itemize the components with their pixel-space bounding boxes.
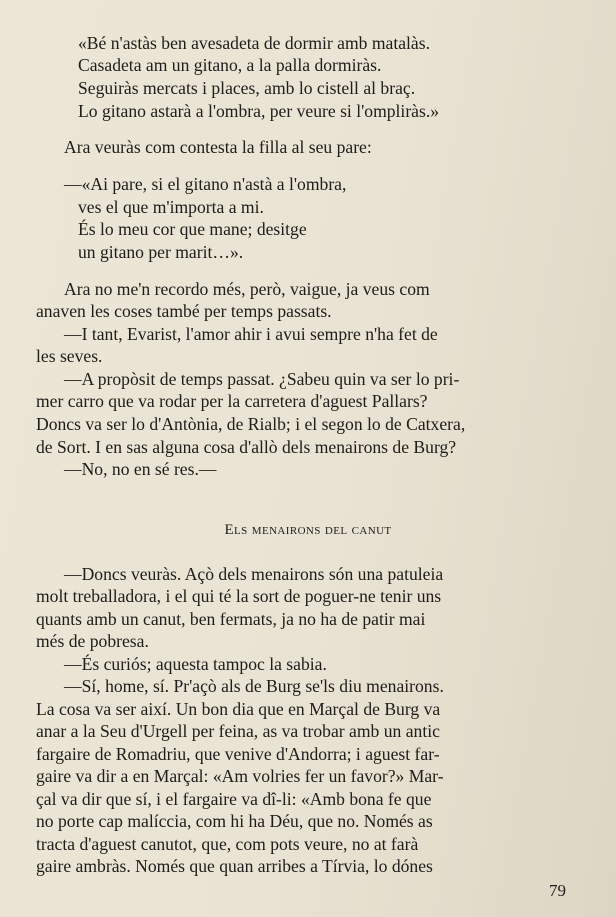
text-line: quants amb un canut, ben fermats, ja no ha de patir mai bbox=[36, 609, 426, 629]
text-line: mer carro que va rodar per la carretera d'aguest Pallars? bbox=[36, 391, 428, 411]
text-line: Doncs va ser lo d'Antònia, de Rialb; i el segon lo de Catxera, bbox=[36, 414, 466, 434]
text-line: de Sort. I en sas alguna cosa d'allò dels menairons de Burg? bbox=[36, 437, 457, 457]
text-line: anar a la Seu d'Urgell per feina, as va trobar amb un antic bbox=[36, 721, 440, 741]
text-line: gaire va dir a en Marçal: «Am volries fer un favor?» Mar- bbox=[36, 766, 444, 786]
intro-line: Ara veuràs com contesta la filla al seu pare: bbox=[64, 137, 372, 157]
text-line: La cosa va ser així. Un bon dia que en Marçal de Burg va bbox=[36, 699, 441, 719]
text-line: anaven les coses també per temps passats. bbox=[36, 301, 332, 321]
text-line: Ara no me'n recordo més, però, vaigue, ja veus com bbox=[64, 279, 430, 299]
text-line: gaire ambràs. Només que quan arribes a Tírvia, lo dónes bbox=[36, 856, 433, 876]
text-line: —Sí, home, sí. Pr'açò als de Burg se'ls diu menairons. bbox=[64, 676, 444, 696]
text-line: tracta d'aguest canutot, que, com pots veure, no at farà bbox=[36, 834, 419, 854]
verse-line: «Bé n'astàs ben avesadeta de dormir amb matalàs. bbox=[78, 33, 430, 53]
text-line: —I tant, Evarist, l'amor ahir i avui sempre n'ha fet de bbox=[64, 324, 438, 344]
section-heading: Els menairons del canut bbox=[224, 522, 392, 538]
text-line: —A propòsit de temps passat. ¿Sabeu quin va ser lo pri- bbox=[64, 369, 460, 389]
verse-line: un gitano per marit…». bbox=[78, 242, 244, 262]
verse-line: Lo gitano astarà a l'ombra, per veure si l'ompliràs.» bbox=[78, 101, 440, 121]
text-line: —Doncs veuràs. Açò dels menairons són una patuleia bbox=[64, 564, 444, 584]
text-line: no porte cap malíccia, com hi ha Déu, que no. Només as bbox=[36, 811, 433, 831]
text-line: çal va dir que sí, i el fargaire va dî-li: «Amb bona fe que bbox=[36, 789, 432, 809]
text-line: més de pobresa. bbox=[36, 631, 149, 651]
text-line: —No, no en sé res.— bbox=[64, 459, 217, 479]
verse-line: És lo meu cor que mane; desitge bbox=[78, 219, 307, 239]
verse-line: Seguiràs mercats i places, amb lo cistell al braç. bbox=[78, 78, 416, 98]
text-line: —És curiós; aquesta tampoc la sabia. bbox=[64, 654, 327, 674]
verse-line: —«Ai pare, si el gitano n'astà a l'ombra, bbox=[64, 174, 347, 194]
page-number: 79 bbox=[549, 881, 566, 900]
text-line: fargaire de Romadriu, que venive d'Andorra; i aguest far- bbox=[36, 744, 440, 764]
text-line: molt treballadora, i el qui té la sort de poguer-ne tenir uns bbox=[36, 586, 442, 606]
verse-line: ves el que m'importa a mi. bbox=[78, 197, 264, 217]
text-line: les seves. bbox=[36, 346, 103, 366]
verse-line: Casadeta am un gitano, a la palla dormiràs. bbox=[78, 55, 382, 75]
